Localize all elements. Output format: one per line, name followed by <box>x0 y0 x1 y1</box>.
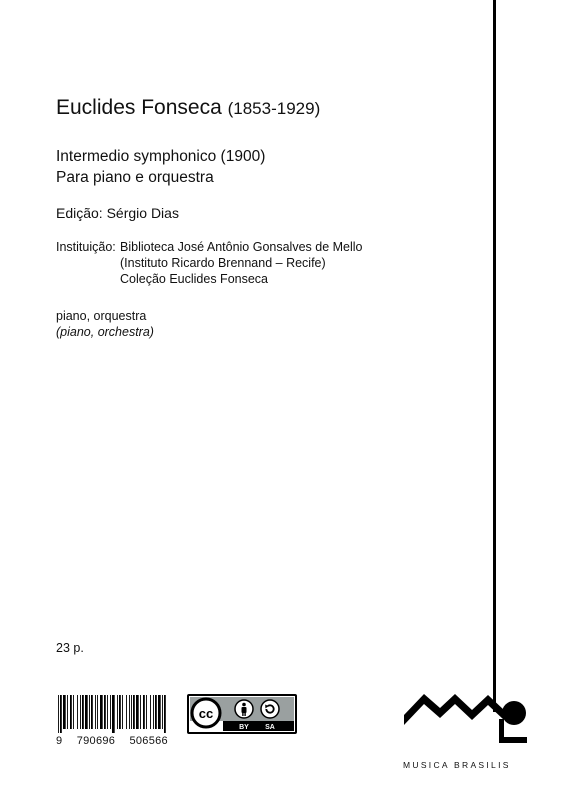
barcode-bar <box>112 695 115 733</box>
institution-line: Biblioteca José Antônio Gonsalves de Mello <box>120 240 363 254</box>
barcode-bar <box>140 695 141 729</box>
barcode-bar <box>131 695 132 729</box>
instrumentation <box>56 308 154 340</box>
barcode-bar <box>119 695 121 729</box>
barcode-bar <box>162 695 163 729</box>
cc-label: cc <box>198 706 214 721</box>
barcode-bar <box>146 695 147 729</box>
barcode-bar <box>158 695 161 729</box>
institution-line: (Instituto Ricardo Brennand – Recife) <box>120 256 326 270</box>
barcode-bar <box>143 695 145 729</box>
barcode-bar <box>155 695 157 729</box>
institution-block <box>56 239 363 287</box>
barcode-bar <box>63 695 66 729</box>
instrumentation-en: (piano, orchestra) <box>56 325 154 339</box>
by-label: BY <box>239 724 249 731</box>
barcode <box>56 695 168 733</box>
barcode-bars <box>56 695 168 733</box>
barcode-bar <box>73 695 74 729</box>
barcode-bar <box>100 695 103 729</box>
work-title: Intermedio symphonico (1900) <box>56 148 266 165</box>
barcode-digit-group: 506566 <box>129 735 168 747</box>
edition-credit: Edição: Sérgio Dias <box>56 205 179 221</box>
barcode-bar <box>117 695 118 729</box>
barcode-bar <box>104 695 106 729</box>
barcode-bar <box>164 695 166 733</box>
barcode-bar <box>80 695 81 729</box>
vertical-rule <box>493 0 496 712</box>
composer-heading <box>56 96 320 120</box>
sa-label: SA <box>265 724 275 731</box>
institution-label: Instituição: <box>56 240 116 254</box>
cc-by-sa-icon <box>187 694 297 739</box>
composer-name: Euclides Fonseca <box>56 96 222 119</box>
work-subtitle: Para piano e orquestra <box>56 169 214 186</box>
page-count: 23 p. <box>56 641 84 655</box>
barcode-bar <box>110 695 111 729</box>
barcode-bar <box>153 695 154 729</box>
institution-line: Coleção Euclides Fonseca <box>120 272 268 286</box>
composer-years: (1853-1929) <box>227 99 321 118</box>
barcode-bar <box>97 695 98 729</box>
barcode-bar <box>150 695 151 729</box>
barcode-bar <box>82 695 84 729</box>
barcode-bar <box>133 695 135 729</box>
barcode-bar <box>60 695 62 733</box>
barcode-bar <box>107 695 108 729</box>
barcode-bar <box>85 695 88 729</box>
barcode-bar <box>89 695 90 729</box>
work-info <box>56 146 265 188</box>
barcode-bar <box>67 695 68 729</box>
publisher-name: MUSICA BRASILIS <box>403 760 511 770</box>
instrumentation-pt: piano, orquestra <box>56 309 147 323</box>
barcode-bar <box>70 695 72 729</box>
barcode-bar <box>122 695 123 729</box>
barcode-digit-group: 790696 <box>76 735 116 747</box>
barcode-bar <box>95 695 96 729</box>
musica-brasilis-logo <box>402 688 530 753</box>
barcode-bar <box>77 695 78 729</box>
barcode-bar <box>91 695 93 729</box>
barcode-digit-group: 9 <box>56 735 63 747</box>
barcode-bar <box>126 695 127 729</box>
barcode-bar <box>58 695 59 733</box>
barcode-digits <box>56 735 168 747</box>
barcode-bar <box>129 695 130 729</box>
barcode-bar <box>136 695 139 729</box>
